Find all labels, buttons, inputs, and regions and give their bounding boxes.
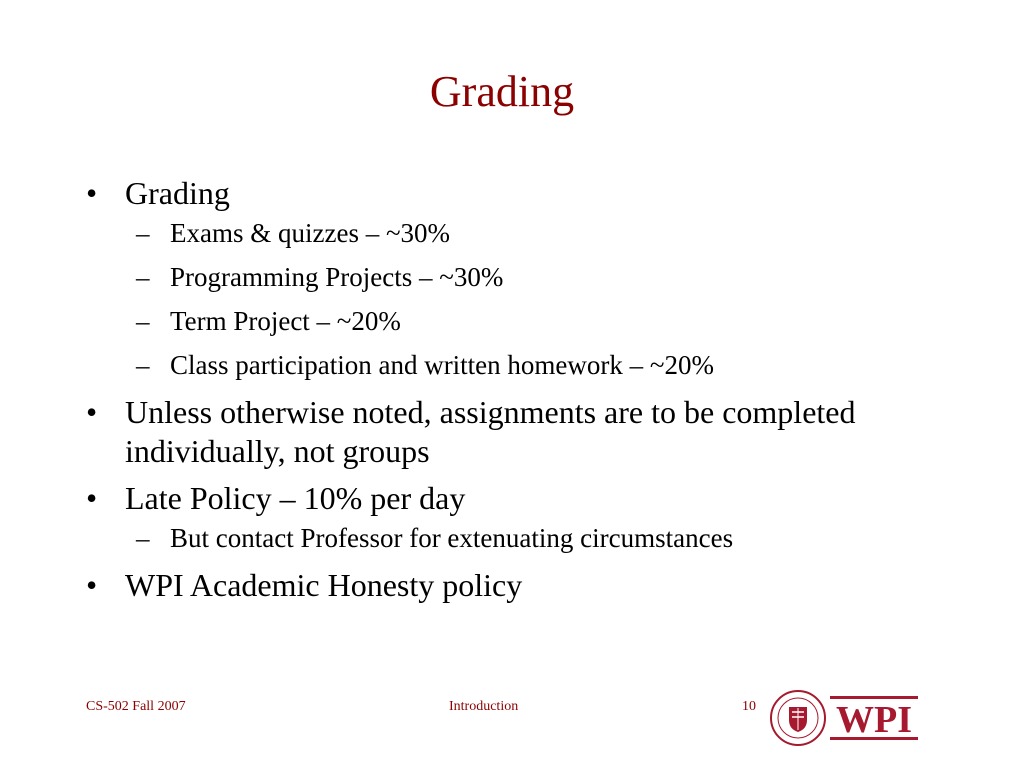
- footer-course-label: CS-502 Fall 2007: [86, 699, 186, 714]
- sub-bullet-item: [125, 522, 946, 554]
- bullet-item: [86, 393, 946, 471]
- sub-bullet-item: [125, 349, 946, 381]
- sub-bullet-list: [125, 522, 946, 554]
- sub-bullet-item: [125, 305, 946, 337]
- sub-bullet-text: But contact Professor for extenuating circumstances: [170, 523, 734, 553]
- sub-bullet-marker: –: [136, 350, 150, 380]
- bullet-text: Grading: [125, 175, 230, 211]
- sub-bullet-item: [125, 261, 946, 293]
- sub-bullet-marker: –: [136, 262, 150, 292]
- sub-bullet-text: Class participation and written homework – ~20%: [170, 350, 714, 380]
- bullet-list: [86, 174, 946, 605]
- bullet-item: [86, 479, 946, 554]
- bullet-item: [86, 174, 946, 381]
- bullet-text: WPI Academic Honesty policy: [125, 567, 523, 603]
- bullet-text: Late Policy – 10% per day: [125, 480, 466, 516]
- wpi-seal-icon: [770, 690, 826, 746]
- svg-text:WPI: WPI: [836, 699, 912, 740]
- sub-bullet-text: Term Project – ~20%: [170, 306, 401, 336]
- sub-bullet-text: Programming Projects – ~30%: [170, 262, 504, 292]
- sub-bullet-text: Exams & quizzes – ~30%: [170, 218, 451, 248]
- sub-bullet-list: [125, 217, 946, 381]
- bullet-item: [86, 566, 946, 605]
- footer-page-number: 10: [742, 699, 756, 714]
- wpi-logo: [770, 690, 920, 750]
- slide-title: Grading: [429, 67, 575, 116]
- bullet-marker: •: [86, 567, 98, 603]
- sub-bullet-item: [125, 217, 946, 249]
- footer-section-title: Introduction: [449, 699, 519, 714]
- bullet-marker: •: [86, 175, 98, 211]
- sub-bullet-marker: –: [136, 523, 150, 553]
- bullet-marker: •: [86, 480, 98, 516]
- sub-bullet-marker: –: [136, 218, 150, 248]
- sub-bullet-marker: –: [136, 306, 150, 336]
- bullet-text: Unless otherwise noted, assignments are to be completed individually, not groups: [125, 394, 856, 469]
- wpi-wordmark: [830, 696, 918, 740]
- bullet-marker: •: [86, 394, 98, 430]
